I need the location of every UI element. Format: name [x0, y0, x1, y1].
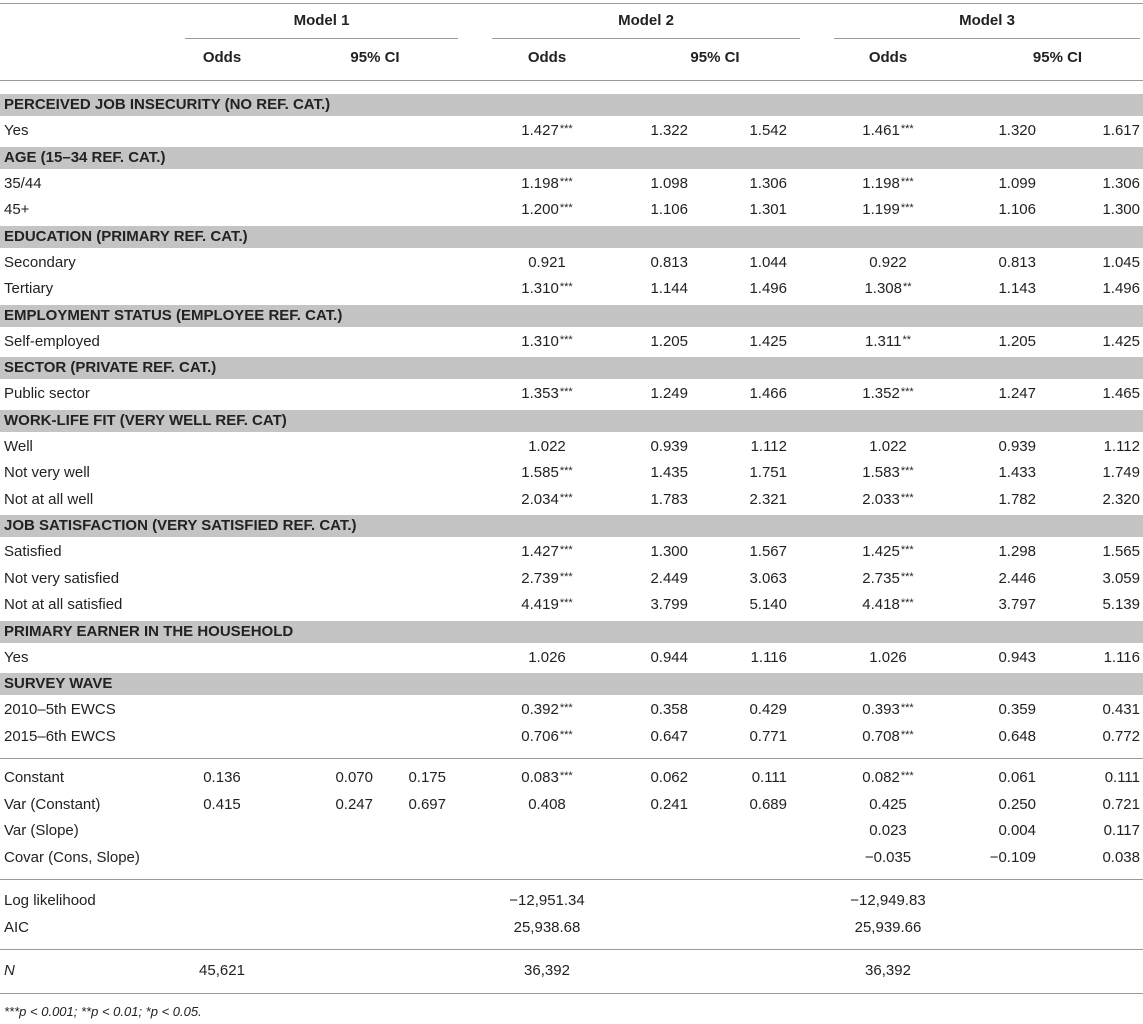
model2-ci-upper: 1.112: [750, 437, 787, 455]
odds-value: −0.035: [864, 848, 912, 866]
model2-ci-lower: 1.098: [650, 174, 688, 192]
model3-ci-lower: 0.359: [998, 701, 1036, 718]
section-title: JOB SATISFACTION (VERY SATISFIED REF. CAT.): [4, 517, 357, 534]
significance-stars: **: [902, 281, 912, 293]
row-label: N: [4, 962, 15, 979]
model3-odds: [838, 539, 938, 566]
model2-odds: [497, 645, 597, 672]
model3-ci-lower: −0.109: [989, 848, 1036, 866]
section-header: [0, 515, 1143, 537]
odds-value: 0.706: [521, 727, 559, 745]
model3-ci-upper: 1.749: [1102, 464, 1140, 481]
model3-ci-upper: 1.496: [1102, 280, 1140, 297]
section-title: EDUCATION (PRIMARY REF. CAT.): [4, 227, 248, 245]
row-label: Covar (Cons, Slope): [4, 848, 140, 866]
model2-ci-lower: 1.322: [650, 122, 688, 139]
odds-value: 0.393: [862, 701, 900, 718]
row-label: Secondary: [4, 253, 76, 271]
model2-ci-upper: 1.044: [749, 253, 787, 271]
model2-odds: [497, 697, 597, 724]
model3-odds: [838, 697, 938, 724]
row-label: 45+: [4, 201, 30, 218]
significance-stars: ***: [900, 465, 914, 477]
model2-ci-upper: 0.689: [749, 795, 787, 813]
significance-stars: ***: [900, 770, 914, 782]
row-label: Well: [4, 437, 33, 455]
model3-ci-upper: 1.306: [1102, 174, 1140, 192]
row-label: Self-employed: [4, 332, 100, 350]
significance-stars: ***: [900, 597, 914, 609]
significance-stars: ***: [559, 175, 573, 188]
model3-ci-lower: 1.298: [998, 543, 1036, 560]
table-row: [0, 724, 1143, 751]
table-row: [0, 792, 1143, 819]
row-label: Not very well: [4, 464, 90, 481]
model2-ci-lower: 0.062: [650, 769, 688, 786]
odds-value: 1.352: [862, 385, 900, 402]
fit-rule: [0, 879, 1143, 880]
model3-value: −12,949.83: [850, 892, 926, 909]
model2-odds: [497, 765, 597, 792]
table-row: [0, 487, 1143, 514]
table-row: [0, 329, 1143, 356]
model3-ci-lower: 0.004: [998, 822, 1036, 839]
table-row: [0, 539, 1143, 566]
model3-ci-lower: 1.143: [998, 280, 1036, 297]
row-label: Tertiary: [4, 280, 54, 297]
model2-ci-lower: 0.939: [650, 437, 688, 455]
odds-value: 1.200: [521, 201, 559, 218]
model3-odds: [838, 818, 938, 845]
model3-odds: [838, 645, 938, 672]
significance-stars: ***: [900, 544, 914, 556]
model2-odds: [497, 539, 597, 566]
model2-odds: [497, 381, 597, 408]
model3-ci-lower: 1.106: [998, 201, 1036, 218]
section-header: [0, 621, 1143, 643]
row-label: Yes: [4, 648, 29, 666]
table-row: [0, 915, 1143, 942]
table-row: [0, 460, 1143, 487]
row-label: Public sector: [4, 385, 90, 402]
significance-stars: ***: [900, 386, 914, 398]
model1-ci-lower: 0.247: [335, 795, 373, 813]
model3-ci-lower: 0.250: [998, 795, 1036, 813]
model2-ci-upper: 1.116: [750, 648, 787, 666]
model2-ci-upper: 0.111: [751, 769, 787, 786]
odds-value: 1.585: [521, 464, 559, 481]
model3-odds: [838, 250, 938, 277]
table-row: [0, 118, 1143, 145]
model2-ci-lower: 1.249: [650, 385, 688, 402]
model3-ci-upper: 3.059: [1102, 569, 1140, 587]
model2-value: 36,392: [524, 962, 570, 979]
table-body: [0, 92, 1143, 994]
odds-value: 0.083: [521, 769, 559, 786]
row-label: Constant: [4, 769, 65, 786]
model3-ci-upper: 1.300: [1102, 201, 1140, 218]
section-header: [0, 147, 1143, 169]
model2-ci-upper: 1.466: [749, 385, 787, 402]
significance-stars: ***: [559, 702, 573, 714]
model2-ci-lower: 1.106: [650, 201, 688, 218]
model1-underline: [185, 38, 458, 39]
odds-value: 1.022: [528, 437, 566, 455]
odds-value: 1.427: [521, 543, 559, 560]
model2-ci-lower: 0.944: [650, 648, 688, 666]
model3-ci-lower: 0.943: [998, 648, 1036, 666]
model1-ci-header: 95% CI: [350, 49, 400, 66]
odds-value: 1.311: [865, 332, 902, 350]
model2-ci-lower: 1.783: [650, 490, 688, 508]
model3-odds: [838, 487, 938, 514]
significance-stars: ***: [900, 702, 914, 714]
significance-stars: ***: [559, 728, 573, 741]
model2-ci-lower: 1.205: [650, 332, 688, 350]
row-label: 35/44: [4, 174, 42, 192]
table-row: [0, 197, 1143, 224]
significance-stars: ***: [559, 570, 573, 583]
model3-odds: [838, 566, 938, 593]
model3-ci-upper: 1.617: [1102, 122, 1140, 139]
table-row: [0, 888, 1143, 915]
model2-ci-upper: 2.321: [749, 490, 787, 508]
model3-odds: [838, 460, 938, 487]
model3-ci-lower: 3.797: [998, 596, 1036, 613]
row-label: 2010–5th EWCS: [4, 701, 116, 718]
model3-ci-lower: 1.782: [998, 490, 1036, 508]
odds-value: 0.392: [521, 701, 559, 718]
table-row: [0, 645, 1143, 672]
model3-ci-upper: 1.425: [1102, 332, 1140, 350]
model3-odds: [838, 792, 938, 819]
model2-odds: [497, 566, 597, 593]
odds-value: 2.739: [521, 569, 559, 587]
model3-ci-lower: 2.446: [998, 569, 1036, 587]
odds-value: 2.735: [862, 569, 900, 587]
odds-value: 0.408: [528, 795, 566, 813]
odds-value: 0.425: [869, 795, 907, 813]
row-label: Var (Slope): [4, 822, 79, 839]
model3-odds: [838, 765, 938, 792]
model3-odds: [838, 118, 938, 145]
model2-odds: [497, 487, 597, 514]
significance-stars: ***: [559, 491, 573, 504]
model3-ci-upper: 1.465: [1102, 385, 1140, 402]
section-title: SURVEY WAVE: [4, 675, 113, 692]
model2-ci-upper: 1.425: [749, 332, 787, 350]
model3-odds: [838, 434, 938, 461]
odds-value: 1.199: [862, 201, 900, 218]
model1-odds: 0.415: [203, 795, 241, 813]
model3-header: Model 3: [959, 12, 1015, 29]
footnote: ***p < 0.001; **p < 0.01; *p < 0.05.: [4, 1004, 202, 1019]
model2-odds: [497, 434, 597, 461]
model3-ci-upper: 0.721: [1102, 795, 1140, 813]
model2-ci-upper: 1.301: [749, 201, 787, 218]
model3-value: 25,939.66: [854, 918, 922, 936]
significance-stars: ***: [559, 465, 573, 477]
section-title: PERCEIVED JOB INSECURITY (NO REF. CAT.): [4, 96, 331, 113]
odds-value: 0.708: [862, 727, 900, 745]
significance-stars: ***: [559, 333, 573, 346]
model2-header: Model 2: [618, 12, 674, 29]
row-label: Var (Constant): [4, 795, 101, 813]
model2-odds: [497, 276, 597, 303]
significance-stars: ***: [900, 491, 914, 504]
significance-stars: ***: [900, 728, 914, 741]
model2-odds: [497, 592, 597, 619]
model3-value: 36,392: [865, 962, 911, 979]
model1-ci-upper: 0.175: [408, 769, 446, 786]
model3-ci-lower: 0.648: [998, 727, 1036, 745]
table-row: [0, 697, 1143, 724]
model3-ci-upper: 0.038: [1102, 848, 1140, 866]
model2-odds: [497, 460, 597, 487]
model3-ci-lower: 1.247: [998, 385, 1036, 402]
model3-ci-lower: 1.205: [998, 332, 1036, 350]
significance-stars: ***: [559, 123, 573, 135]
section-header: [0, 410, 1143, 432]
model3-ci-upper: 1.565: [1102, 543, 1140, 560]
model3-ci-lower: 0.939: [998, 437, 1036, 455]
row-label: Yes: [4, 122, 29, 139]
model3-underline: [834, 38, 1140, 39]
model2-ci-header: 95% CI: [690, 49, 740, 66]
model2-ci-lower: 0.358: [650, 701, 688, 718]
model2-ci-upper: 0.429: [749, 701, 787, 718]
table-row: [0, 818, 1143, 845]
significance-stars: ***: [900, 175, 914, 188]
odds-value: 0.922: [869, 253, 907, 271]
significance-stars: ***: [559, 770, 573, 782]
odds-value: 2.033: [862, 490, 900, 508]
model2-odds: [497, 724, 597, 751]
odds-value: 4.418: [862, 596, 900, 613]
significance-stars: ***: [559, 386, 573, 398]
model2-ci-lower: 3.799: [650, 596, 688, 613]
row-label: Satisfied: [4, 543, 62, 560]
model3-odds: [838, 276, 938, 303]
model3-odds: [838, 197, 938, 224]
odds-value: 2.034: [521, 490, 559, 508]
model1-header: Model 1: [293, 12, 350, 29]
odds-value: 1.310: [521, 280, 559, 297]
model3-ci-upper: 0.117: [1103, 822, 1140, 839]
section-header: [0, 673, 1143, 695]
model3-ci-lower: 0.813: [998, 253, 1036, 271]
odds-value: 1.198: [521, 174, 559, 192]
model1-odds-header: Odds: [202, 49, 242, 66]
section-title: AGE (15–34 REF. CAT.): [4, 148, 166, 166]
table-row: [0, 381, 1143, 408]
significance-stars: ***: [900, 570, 914, 583]
odds-value: 1.427: [521, 122, 559, 139]
model2-ci-lower: 0.813: [650, 253, 688, 271]
row-label: Not at all well: [4, 490, 94, 508]
significance-stars: ***: [900, 123, 914, 135]
significance-stars: ***: [900, 202, 914, 214]
model2-ci-upper: 0.771: [749, 727, 787, 745]
row-label: Not very satisfied: [4, 569, 120, 587]
model3-ci-lower: 1.320: [998, 122, 1036, 139]
header-rule: [0, 80, 1143, 81]
n-rule: [0, 949, 1143, 950]
odds-value: 1.425: [862, 543, 900, 560]
model2-odds: [497, 118, 597, 145]
model3-ci-upper: 1.045: [1102, 253, 1140, 271]
model2-ci-upper: 3.063: [749, 569, 787, 587]
model3-ci-upper: 2.320: [1102, 490, 1140, 508]
table-row: [0, 250, 1143, 277]
odds-value: 0.921: [528, 253, 566, 271]
significance-stars: ***: [559, 597, 573, 609]
model2-ci-lower: 1.435: [650, 464, 688, 481]
table-row: [0, 434, 1143, 461]
model3-ci-lower: 0.061: [998, 769, 1036, 786]
model3-odds: [838, 329, 938, 356]
section-title: WORK-LIFE FIT (VERY WELL REF. CAT): [4, 411, 287, 429]
odds-value: 0.082: [862, 769, 900, 786]
odds-value: 1.026: [528, 648, 566, 666]
model3-odds-header: Odds: [868, 49, 908, 66]
odds-value: 4.419: [521, 596, 559, 613]
model3-ci-lower: 1.433: [998, 464, 1036, 481]
model3-odds: [838, 381, 938, 408]
odds-value: 1.310: [521, 332, 559, 350]
table-row: [0, 171, 1143, 198]
odds-value: 1.198: [862, 174, 900, 192]
model2-value: −12,951.34: [509, 892, 585, 909]
model2-ci-upper: 1.751: [749, 464, 787, 481]
model2-ci-upper: 1.496: [749, 280, 787, 297]
model2-ci-lower: 1.300: [650, 543, 688, 560]
model1-value: 45,621: [199, 962, 245, 979]
odds-value: 1.461: [862, 122, 900, 139]
model1-ci-upper: 0.697: [408, 795, 446, 813]
section-header: [0, 305, 1143, 327]
table-row: [0, 276, 1143, 303]
model3-odds: [838, 171, 938, 198]
model2-ci-lower: 1.144: [650, 280, 688, 297]
odds-value: 0.023: [869, 822, 907, 839]
model1-odds: 0.136: [203, 769, 241, 786]
model3-ci-lower: 1.099: [998, 174, 1036, 192]
odds-value: 1.308: [864, 280, 902, 297]
row-label: Log likelihood: [4, 892, 96, 909]
model2-ci-lower: 0.241: [650, 795, 688, 813]
model3-ci-header: 95% CI: [1032, 49, 1083, 66]
section-title: PRIMARY EARNER IN THE HOUSEHOLD: [4, 622, 294, 640]
model3-ci-upper: 0.431: [1102, 701, 1140, 718]
model3-odds: [838, 592, 938, 619]
bottom-rule: [0, 993, 1143, 994]
significance-stars: ***: [559, 202, 573, 214]
model2-underline: [492, 38, 800, 39]
table-row: [0, 566, 1143, 593]
top-rule: [0, 3, 1143, 4]
model3-odds: [838, 724, 938, 751]
model2-odds: [497, 792, 597, 819]
table-row: [0, 845, 1143, 872]
model3-ci-upper: 1.116: [1103, 648, 1140, 666]
row-label: AIC: [4, 918, 30, 936]
model2-ci-upper: 1.567: [749, 543, 787, 560]
model3-ci-upper: 0.772: [1102, 727, 1140, 745]
row-label: Not at all satisfied: [4, 596, 123, 613]
model3-ci-upper: 0.111: [1104, 769, 1140, 786]
model2-ci-lower: 2.449: [650, 569, 688, 587]
model2-odds-header: Odds: [527, 49, 567, 66]
significance-stars: **: [902, 333, 911, 346]
model2-odds: [497, 197, 597, 224]
significance-stars: ***: [559, 281, 573, 293]
table-row: [0, 765, 1143, 792]
table-row: [0, 958, 1143, 985]
model2-value: 25,938.68: [513, 918, 581, 936]
model2-odds: [497, 250, 597, 277]
model2-ci-lower: 0.647: [650, 727, 688, 745]
odds-value: 1.583: [862, 464, 900, 481]
table-row: [0, 592, 1143, 619]
section-title: EMPLOYMENT STATUS (EMPLOYEE REF. CAT.): [4, 306, 343, 324]
row-label: 2015–6th EWCS: [4, 727, 116, 745]
significance-stars: ***: [559, 544, 573, 556]
section-title: SECTOR (PRIVATE REF. CAT.): [4, 359, 217, 376]
model2-odds: [497, 329, 597, 356]
section-header: [0, 226, 1143, 248]
model3-ci-upper: 1.112: [1103, 437, 1140, 455]
odds-value: 1.022: [869, 437, 907, 455]
section-header: [0, 94, 1143, 116]
model3-ci-upper: 5.139: [1102, 596, 1140, 613]
model2-ci-upper: 1.306: [749, 174, 787, 192]
model2-ci-upper: 5.140: [749, 596, 787, 613]
odds-value: 1.026: [869, 648, 907, 666]
random-effects-rule: [0, 758, 1143, 759]
model1-ci-lower: 0.070: [335, 769, 373, 786]
model2-odds: [497, 171, 597, 198]
model2-ci-upper: 1.542: [749, 122, 787, 139]
section-header: [0, 357, 1143, 379]
model3-odds: [838, 845, 938, 872]
odds-value: 1.353: [521, 385, 559, 402]
